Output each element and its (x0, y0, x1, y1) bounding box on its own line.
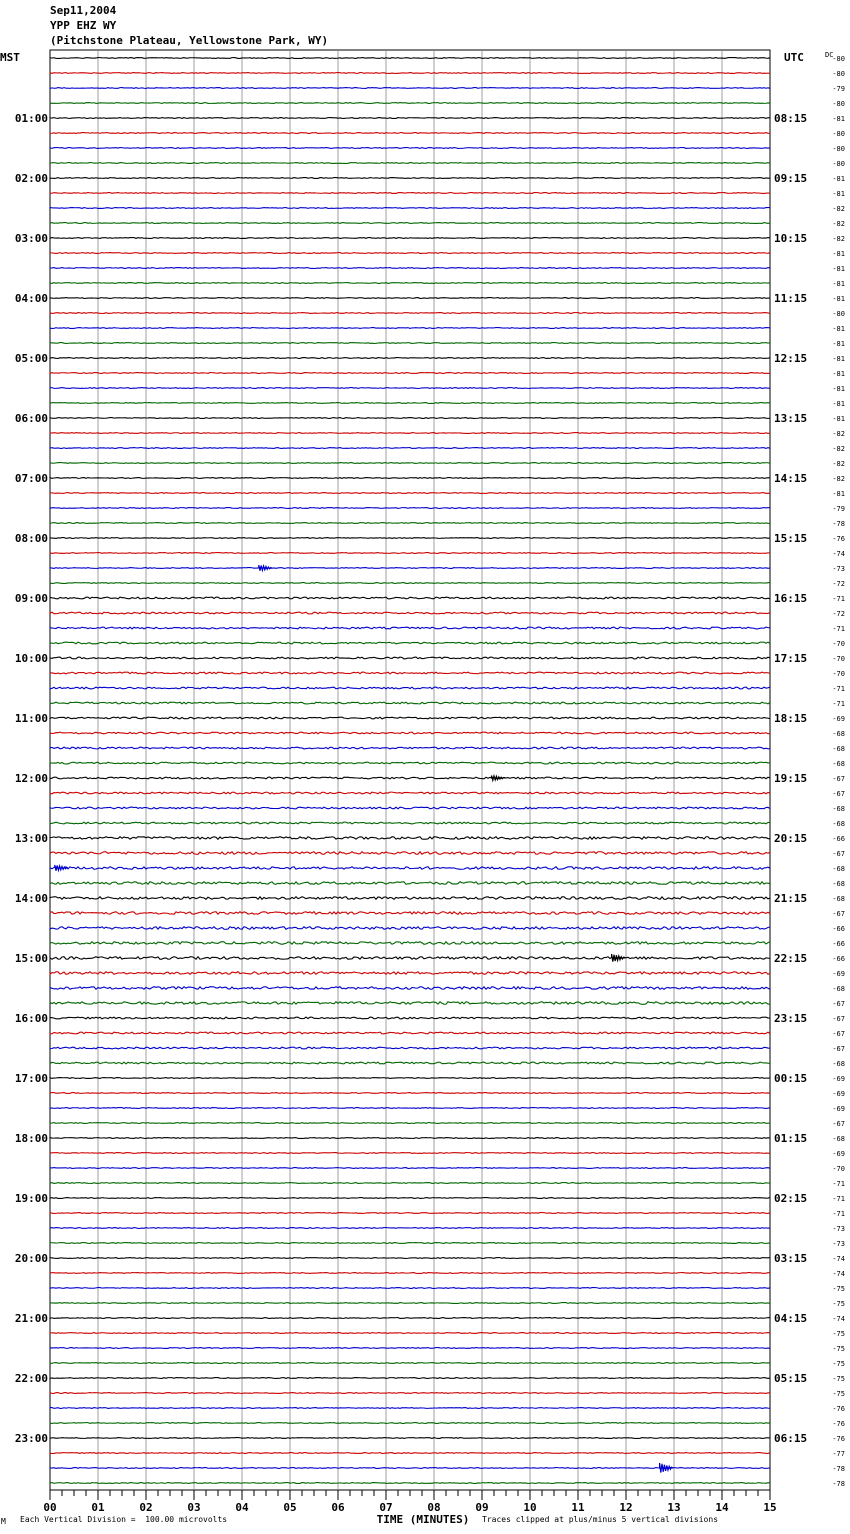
dc-offset-label: -82 (832, 460, 845, 468)
time-tick-label: 15 (763, 1501, 777, 1514)
mst-hour-label: 15:00 (14, 952, 48, 965)
mst-hour-label: 10:00 (14, 652, 48, 665)
time-axis-title: TIME (MINUTES) (376, 1513, 470, 1526)
trace-line (50, 1363, 770, 1364)
dc-offset-label: -67 (832, 790, 845, 798)
seismic-event (55, 865, 68, 871)
trace-line (50, 148, 770, 149)
trace-line (50, 508, 770, 509)
dc-offset-label: -68 (832, 880, 845, 888)
trace-line (50, 268, 770, 269)
time-tick-label: 08 (427, 1501, 441, 1514)
trace-line (50, 73, 770, 74)
dc-offset-label: -76 (832, 535, 845, 543)
dc-offset-label: -81 (832, 325, 845, 333)
trace-line (50, 373, 770, 374)
trace-line (50, 178, 770, 179)
mst-hour-label: 22:00 (14, 1372, 48, 1385)
trace-line (50, 1318, 770, 1319)
dc-offset-label: -67 (832, 1045, 845, 1053)
dc-offset-label: -80 (832, 160, 845, 168)
dc-offset-label: -66 (832, 835, 845, 843)
dc-offset-label: -78 (832, 1465, 845, 1473)
trace-line (50, 687, 770, 689)
trace-line (50, 448, 770, 449)
trace-line (50, 403, 770, 404)
dc-offset-label: -74 (832, 1315, 845, 1323)
mst-hour-label: 20:00 (14, 1252, 48, 1265)
time-tick-label: 05 (283, 1501, 297, 1514)
trace-line (50, 1078, 770, 1079)
dc-offset-label: -69 (832, 715, 845, 723)
trace-line (50, 882, 770, 885)
dc-offset-label: -71 (832, 700, 845, 708)
utc-hour-label: 01:15 (774, 1132, 808, 1145)
trace-line (50, 1213, 770, 1214)
trace-line (50, 538, 770, 539)
utc-hour-label: 04:15 (774, 1312, 808, 1325)
dc-offset-label: -72 (832, 580, 845, 588)
station-location: (Pitchstone Plateau, Yellowstone Park, WY) (50, 34, 329, 47)
time-tick-label: 06 (331, 1501, 345, 1514)
trace-line (50, 298, 770, 299)
mst-hour-label: 03:00 (14, 232, 48, 245)
trace-line (50, 807, 770, 809)
dc-offset-label: -81 (832, 190, 845, 198)
dc-offset-label: -69 (832, 1150, 845, 1158)
dc-offset-label: -72 (832, 610, 845, 618)
utc-hour-label: 03:15 (774, 1252, 808, 1265)
dc-offset-label: -74 (832, 1270, 845, 1278)
mst-hour-label: 18:00 (14, 1132, 48, 1145)
trace-line (50, 1123, 770, 1124)
mst-hour-label: 09:00 (14, 592, 48, 605)
dc-offset-label: -75 (832, 1345, 845, 1353)
trace-line (50, 1108, 770, 1109)
dc-offset-label: -82 (832, 430, 845, 438)
mst-hour-label: 14:00 (14, 892, 48, 905)
trace-line (50, 568, 770, 569)
trace-line (50, 912, 770, 915)
trace-line (50, 672, 770, 674)
trace-line (50, 1228, 770, 1229)
dc-offset-label: -67 (832, 1000, 845, 1008)
dc-offset-label: -73 (832, 1240, 845, 1248)
dc-offset-label: -75 (832, 1375, 845, 1383)
time-tick-label: 00 (43, 1501, 57, 1514)
dc-offset-label: -81 (832, 115, 845, 123)
utc-hour-label: 21:15 (774, 892, 808, 905)
mst-hour-label: 04:00 (14, 292, 48, 305)
dc-offset-label: -76 (832, 1435, 845, 1443)
dc-offset-label: -69 (832, 1090, 845, 1098)
dc-offset-label: -69 (832, 1105, 845, 1113)
dc-offset-label: -81 (832, 175, 845, 183)
time-tick-label: 11 (571, 1501, 585, 1514)
trace-line (50, 792, 770, 794)
dc-offset-label: -78 (832, 1480, 845, 1488)
dc-offset-label: -71 (832, 1210, 845, 1218)
trace-line (50, 1408, 770, 1409)
dc-offset-label: -68 (832, 730, 845, 738)
dc-column-label: DC (825, 51, 834, 59)
trace-line (50, 493, 770, 494)
dc-offset-label: -81 (832, 370, 845, 378)
trace-line (50, 927, 770, 930)
dc-offset-label: -68 (832, 985, 845, 993)
dc-offset-label: -70 (832, 670, 845, 678)
dc-offset-label: -68 (832, 745, 845, 753)
dc-offset-label: -66 (832, 925, 845, 933)
dc-offset-label: -81 (832, 280, 845, 288)
time-tick-label: 10 (523, 1501, 537, 1514)
trace-line (50, 657, 770, 659)
utc-hour-label: 15:15 (774, 532, 808, 545)
station-code: YPP EHZ WY (50, 19, 117, 32)
trace-line (50, 1453, 770, 1454)
trace-line (50, 987, 770, 990)
trace-line (50, 103, 770, 104)
trace-line (50, 208, 770, 209)
dc-offset-label: -71 (832, 595, 845, 603)
dc-offset-label: -73 (832, 565, 845, 573)
seismic-event (492, 776, 505, 781)
seismic-event (612, 954, 625, 962)
dc-offset-label: -79 (832, 505, 845, 513)
trace-line (50, 1333, 770, 1334)
trace-line (50, 583, 770, 584)
mst-hour-label: 07:00 (14, 472, 48, 485)
dc-offset-label: -68 (832, 895, 845, 903)
utc-hour-label: 08:15 (774, 112, 808, 125)
trace-line (50, 1288, 770, 1289)
utc-hour-label: 09:15 (774, 172, 808, 185)
utc-hour-label: 23:15 (774, 1012, 808, 1025)
dc-offset-label: -68 (832, 1060, 845, 1068)
trace-line (50, 1032, 770, 1034)
dc-offset-label: -81 (832, 295, 845, 303)
trace-line (50, 612, 770, 614)
time-tick-label: 07 (379, 1501, 393, 1514)
utc-hour-label: 17:15 (774, 652, 808, 665)
trace-line (50, 717, 770, 719)
dc-offset-label: -80 (832, 70, 845, 78)
utc-hour-label: 06:15 (774, 1432, 808, 1445)
dc-offset-label: -70 (832, 640, 845, 648)
utc-hour-label: 18:15 (774, 712, 808, 725)
dc-offset-label: -68 (832, 760, 845, 768)
clip-note: Traces clipped at plus/minus 5 vertical divisions (482, 1515, 719, 1524)
dc-offset-label: -71 (832, 625, 845, 633)
trace-line (50, 388, 770, 389)
mst-hour-label: 12:00 (14, 772, 48, 785)
dc-offset-label: -80 (832, 100, 845, 108)
trace-line (50, 283, 770, 284)
trace-line (50, 253, 770, 254)
trace-line (50, 223, 770, 224)
dc-offset-label: -74 (832, 1255, 845, 1263)
dc-offset-label: -67 (832, 910, 845, 918)
trace-line (50, 133, 770, 134)
dc-offset-label: -71 (832, 1195, 845, 1203)
trace-line (50, 777, 770, 779)
mst-hour-label: 13:00 (14, 832, 48, 845)
utc-axis-label: UTC (784, 51, 804, 64)
trace-line (50, 852, 770, 855)
time-tick-label: 09 (475, 1501, 489, 1514)
trace-line (50, 523, 770, 524)
mst-hour-label: 01:00 (14, 112, 48, 125)
dc-offset-label: -76 (832, 1405, 845, 1413)
trace-line (50, 553, 770, 554)
dc-offset-label: -74 (832, 550, 845, 558)
dc-offset-label: -81 (832, 385, 845, 393)
trace-line (50, 642, 770, 644)
mst-hour-label: 08:00 (14, 532, 48, 545)
dc-offset-label: -66 (832, 955, 845, 963)
trace-line (50, 238, 770, 239)
utc-hour-label: 10:15 (774, 232, 808, 245)
trace-line (50, 1243, 770, 1244)
dc-offset-label: -77 (832, 1450, 845, 1458)
dc-offset-label: -78 (832, 520, 845, 528)
dc-offset-label: -81 (832, 250, 845, 258)
dc-offset-label: -81 (832, 490, 845, 498)
dc-offset-label: -70 (832, 655, 845, 663)
trace-line (50, 1483, 770, 1484)
dc-offset-label: -79 (832, 85, 845, 93)
dc-offset-label: -69 (832, 970, 845, 978)
utc-hour-label: 22:15 (774, 952, 808, 965)
time-tick-label: 14 (715, 1501, 729, 1514)
trace-line (50, 1258, 770, 1259)
dc-offset-label: -80 (832, 145, 845, 153)
trace-line (50, 88, 770, 89)
trace-line (50, 1423, 770, 1424)
utc-hour-label: 20:15 (774, 832, 808, 845)
dc-offset-label: -71 (832, 1180, 845, 1188)
trace-line (50, 463, 770, 464)
trace-line (50, 957, 770, 960)
trace-line (50, 822, 770, 824)
dc-offset-label: -82 (832, 445, 845, 453)
trace-line (50, 1198, 770, 1199)
trace-line (50, 1348, 770, 1349)
dc-offset-label: -81 (832, 265, 845, 273)
dc-offset-label: -81 (832, 400, 845, 408)
dc-offset-label: -80 (832, 55, 845, 63)
mst-hour-label: 21:00 (14, 1312, 48, 1325)
utc-hour-label: 11:15 (774, 292, 808, 305)
mst-hour-label: 16:00 (14, 1012, 48, 1025)
trace-line (50, 732, 770, 734)
trace-line (50, 118, 770, 119)
time-tick-label: 12 (619, 1501, 633, 1514)
trace-line (50, 1438, 770, 1439)
utc-hour-label: 00:15 (774, 1072, 808, 1085)
dc-offset-label: -68 (832, 1135, 845, 1143)
trace-line (50, 478, 770, 479)
trace-line (50, 1168, 770, 1169)
utc-hour-label: 02:15 (774, 1192, 808, 1205)
trace-line (50, 1303, 770, 1304)
scale-note: Each Vertical Division = 100.00 microvolts (20, 1515, 228, 1524)
utc-hour-label: 05:15 (774, 1372, 808, 1385)
dc-offset-label: -68 (832, 805, 845, 813)
dc-offset-label: -75 (832, 1360, 845, 1368)
trace-line (50, 1183, 770, 1184)
dc-offset-label: -69 (832, 1075, 845, 1083)
dc-offset-label: -75 (832, 1285, 845, 1293)
utc-hour-label: 13:15 (774, 412, 808, 425)
seismic-event (660, 1463, 673, 1473)
mst-hour-label: 19:00 (14, 1192, 48, 1205)
dc-offset-label: -82 (832, 205, 845, 213)
dc-offset-label: -81 (832, 355, 845, 363)
mst-axis-label: MST (0, 51, 20, 64)
footer-mark: M (1, 1517, 6, 1526)
trace-line (50, 867, 770, 870)
trace-line (50, 1093, 770, 1094)
trace-line (50, 627, 770, 629)
trace-line (50, 343, 770, 344)
utc-hour-label: 12:15 (774, 352, 808, 365)
trace-line (50, 418, 770, 419)
trace-line (50, 702, 770, 704)
plot-frame (50, 50, 770, 1490)
time-tick-label: 01 (91, 1501, 105, 1514)
trace-line (50, 1378, 770, 1379)
trace-line (50, 897, 770, 900)
trace-line (50, 942, 770, 945)
record-date: Sep11,2004 (50, 4, 117, 17)
time-tick-label: 02 (139, 1501, 153, 1514)
mst-hour-label: 05:00 (14, 352, 48, 365)
dc-offset-label: -82 (832, 475, 845, 483)
trace-line (50, 1138, 770, 1139)
mst-hour-label: 17:00 (14, 1072, 48, 1085)
dc-offset-label: -76 (832, 1420, 845, 1428)
trace-line (50, 433, 770, 434)
mst-hour-label: 02:00 (14, 172, 48, 185)
dc-offset-label: -67 (832, 1015, 845, 1023)
trace-line (50, 1062, 770, 1064)
trace-line (50, 1153, 770, 1154)
time-tick-label: 13 (667, 1501, 681, 1514)
trace-line (50, 163, 770, 164)
utc-hour-label: 19:15 (774, 772, 808, 785)
mst-hour-label: 23:00 (14, 1432, 48, 1445)
trace-line (50, 58, 770, 59)
seismic-event (259, 565, 272, 571)
trace-line (50, 1047, 770, 1049)
dc-offset-label: -75 (832, 1300, 845, 1308)
trace-line (50, 597, 770, 599)
mst-hour-label: 06:00 (14, 412, 48, 425)
utc-hour-label: 14:15 (774, 472, 808, 485)
trace-line (50, 1017, 770, 1019)
utc-hour-label: 16:15 (774, 592, 808, 605)
trace-line (50, 328, 770, 329)
dc-offset-label: -82 (832, 235, 845, 243)
dc-offset-label: -75 (832, 1390, 845, 1398)
dc-offset-label: -80 (832, 130, 845, 138)
trace-line (50, 837, 770, 840)
trace-line (50, 358, 770, 359)
trace-line (50, 747, 770, 749)
dc-offset-label: -70 (832, 1165, 845, 1173)
dc-offset-label: -67 (832, 850, 845, 858)
dc-offset-label: -81 (832, 415, 845, 423)
dc-offset-label: -66 (832, 940, 845, 948)
trace-line (50, 193, 770, 194)
trace-line (50, 1273, 770, 1274)
dc-offset-label: -75 (832, 1330, 845, 1338)
dc-offset-label: -67 (832, 775, 845, 783)
mst-hour-label: 11:00 (14, 712, 48, 725)
trace-line (50, 762, 770, 764)
dc-offset-label: -68 (832, 820, 845, 828)
dc-offset-label: -67 (832, 1120, 845, 1128)
dc-offset-label: -80 (832, 310, 845, 318)
dc-offset-label: -68 (832, 865, 845, 873)
trace-line (50, 313, 770, 314)
time-tick-label: 04 (235, 1501, 249, 1514)
trace-line (50, 972, 770, 975)
dc-offset-label: -81 (832, 340, 845, 348)
trace-line (50, 1002, 770, 1005)
dc-offset-label: -73 (832, 1225, 845, 1233)
dc-offset-label: -82 (832, 220, 845, 228)
dc-offset-label: -71 (832, 685, 845, 693)
dc-offset-label: -67 (832, 1030, 845, 1038)
time-tick-label: 03 (187, 1501, 201, 1514)
trace-line (50, 1393, 770, 1394)
